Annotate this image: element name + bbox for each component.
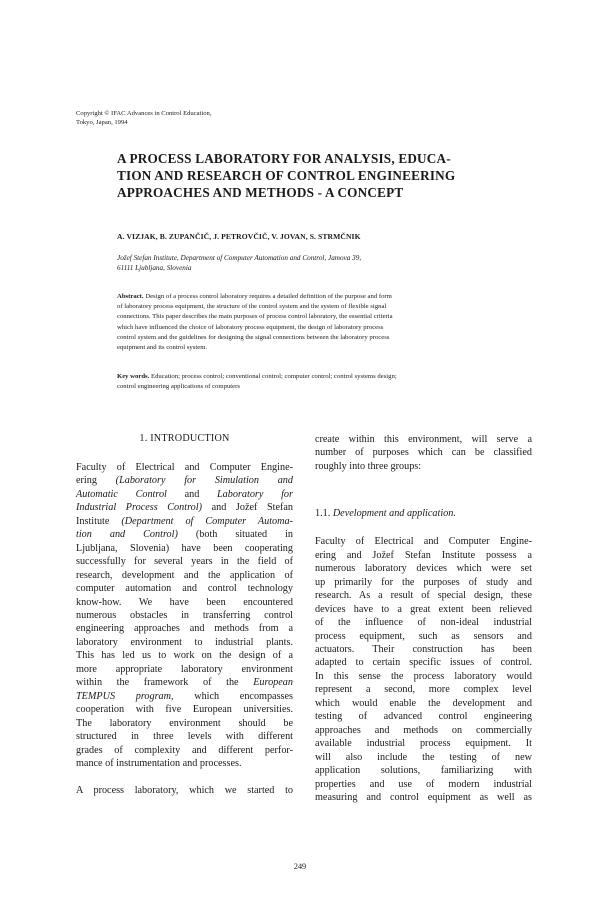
- body-line: more appropriate laboratory environment: [76, 663, 293, 675]
- body-line: available industrial process equipment. It: [315, 738, 532, 750]
- body-line: successfully for several years in the field of: [76, 556, 293, 568]
- subsection-space: [315, 473, 532, 535]
- body-line: roughly into three groups:: [315, 460, 422, 472]
- title-line: APPROACHES AND METHODS - A CONCEPT: [117, 185, 404, 200]
- abstract-line: connections. This paper describes the main purposes of process control laboratory, the essential criteria: [117, 313, 393, 321]
- abstract-text: Design of a process control laboratory requires a detailed definition of the purpose and form: [145, 293, 392, 300]
- right-column: [315, 433, 532, 804]
- body-line: devices have to a great extent been relieved: [315, 603, 532, 615]
- body-line: cooperation with five European universities.: [76, 704, 293, 716]
- page-number: 249: [293, 862, 307, 871]
- abstract: [117, 292, 537, 353]
- copyright-line: Copyright © IFAC Advances in Control Education,: [76, 110, 212, 117]
- body-line: laboratory environment to industrial plants.: [76, 636, 293, 648]
- body-line: create within this environment, will serve a: [315, 434, 532, 445]
- body-line: numerous obstacles in transferring control: [76, 609, 293, 621]
- body-line: measuring and control equipment as well as: [315, 791, 532, 803]
- keywords: [117, 372, 537, 392]
- affiliation-line: 61111 Ljubljana, Slovenia: [117, 264, 192, 272]
- keywords-line: control engineering applications of computers: [117, 383, 240, 391]
- body-line: Industrial Process Control) and Jožef Stefan: [76, 502, 294, 514]
- body-line: up primarily for the purposes of study and: [315, 576, 532, 588]
- body-line: testing of advanced control engineering: [315, 711, 532, 723]
- body-line: In this sense the process laboratory would: [315, 670, 532, 682]
- copyright-notice: [76, 110, 211, 127]
- body-line: process equipment, such as sensors and: [315, 630, 532, 642]
- subsection-heading: [315, 508, 456, 519]
- body-line: computer automation and control technology: [76, 583, 293, 595]
- body-line: research. As a result of special design, these: [315, 590, 532, 602]
- body-line: grades of complexity and different perfor-: [76, 744, 293, 756]
- title-line: A PROCESS LABORATORY FOR ANALYSIS, EDUCA-: [117, 151, 451, 166]
- body-line: ering (Laboratory for Simulation and: [76, 475, 293, 487]
- keywords-label: Key words.: [117, 373, 150, 380]
- body-line: mance of instrumentation and processes.: [76, 757, 242, 769]
- body-line: approaches and methods on commercially: [315, 724, 532, 736]
- abstract-line: equipment and its control system.: [117, 344, 208, 352]
- body-line: within the framework of the European: [76, 677, 293, 689]
- section-heading-introduction: 1. INTRODUCTION: [139, 433, 230, 444]
- abstract-line: control system and the guidelines for designing the signal connections between the laboratory process: [117, 333, 390, 341]
- body-line: research, development and the application of: [76, 569, 293, 581]
- keywords-line: [117, 372, 537, 382]
- abstract-line: of laboratory process equipment, the structure of the control system and the system of flexible signal: [117, 303, 387, 311]
- body-line: tion and Control) (both situated in: [76, 529, 293, 541]
- body-line: number of purposes which can be classified: [315, 447, 532, 459]
- subsection-number: 1.1.: [315, 508, 333, 519]
- body-line: represent a second, more complex level: [315, 684, 532, 696]
- body-line: know-how. We have been encountered: [76, 596, 293, 608]
- abstract-line: which have influenced the choice of laboratory process equipment, the design of laboratory process: [117, 323, 384, 331]
- title-line: TION AND RESEARCH OF CONTROL ENGINEERING: [117, 168, 456, 183]
- keywords-text: Education; process control; conventional control; computer control; control systems design;: [151, 373, 397, 380]
- body-line: A process laboratory, which we started to: [76, 785, 293, 797]
- abstract-label: Abstract.: [117, 293, 144, 300]
- body-line: engineering approaches and methods from a: [76, 623, 293, 635]
- body-line: numerous laboratory devices which were set: [315, 563, 532, 575]
- body-line: properties and use of modern industrial: [315, 778, 532, 790]
- body-line: actuators. Their construction has been: [315, 643, 532, 655]
- subsection-title: Development and application.: [332, 508, 456, 519]
- body-line: The laboratory environment should be: [76, 717, 293, 729]
- body-line: ering and Jožef Stefan Institute possess a: [315, 549, 532, 561]
- body-line: structured in three levels with different: [76, 731, 293, 743]
- copyright-line: Tokyo, Japan, 1994: [76, 118, 128, 126]
- body-line: will also include the testing of new: [315, 751, 532, 763]
- left-column: [76, 461, 293, 798]
- paper-title: [117, 150, 537, 201]
- body-line: which would enable the development and: [315, 697, 532, 709]
- body-line: This has led us to work on the design of a: [76, 650, 293, 662]
- paragraph-gap: [76, 770, 293, 784]
- body-line: of the influence of non-ideal industrial: [315, 617, 532, 629]
- body-line: Institute (Department of Computer Automa-: [76, 515, 293, 527]
- body-line: TEMPUS program, which encompasses: [76, 690, 293, 702]
- body-line: Automatic Control and Laboratory for: [76, 488, 293, 500]
- body-line: Faculty of Electrical and Computer Engine-: [315, 536, 532, 548]
- body-line: Faculty of Electrical and Computer Engine-: [76, 462, 293, 473]
- affiliation-line: Jožef Stefan Institute, Department of Computer Automation and Control, Jamova 39,: [117, 254, 362, 262]
- body-line: Ljubljana, Slovenia) have been cooperating: [76, 542, 293, 554]
- affiliation: [117, 253, 361, 273]
- abstract-line: [117, 292, 537, 302]
- author-list: A. VIZJAK, B. ZUPANČIČ, J. PETROVČIČ, V. JOVAN, S. STRMČNIK: [117, 232, 361, 241]
- body-line: adapted to certain specific issues of control.: [315, 657, 532, 669]
- body-line: application solutions, familiarizing with: [315, 765, 532, 777]
